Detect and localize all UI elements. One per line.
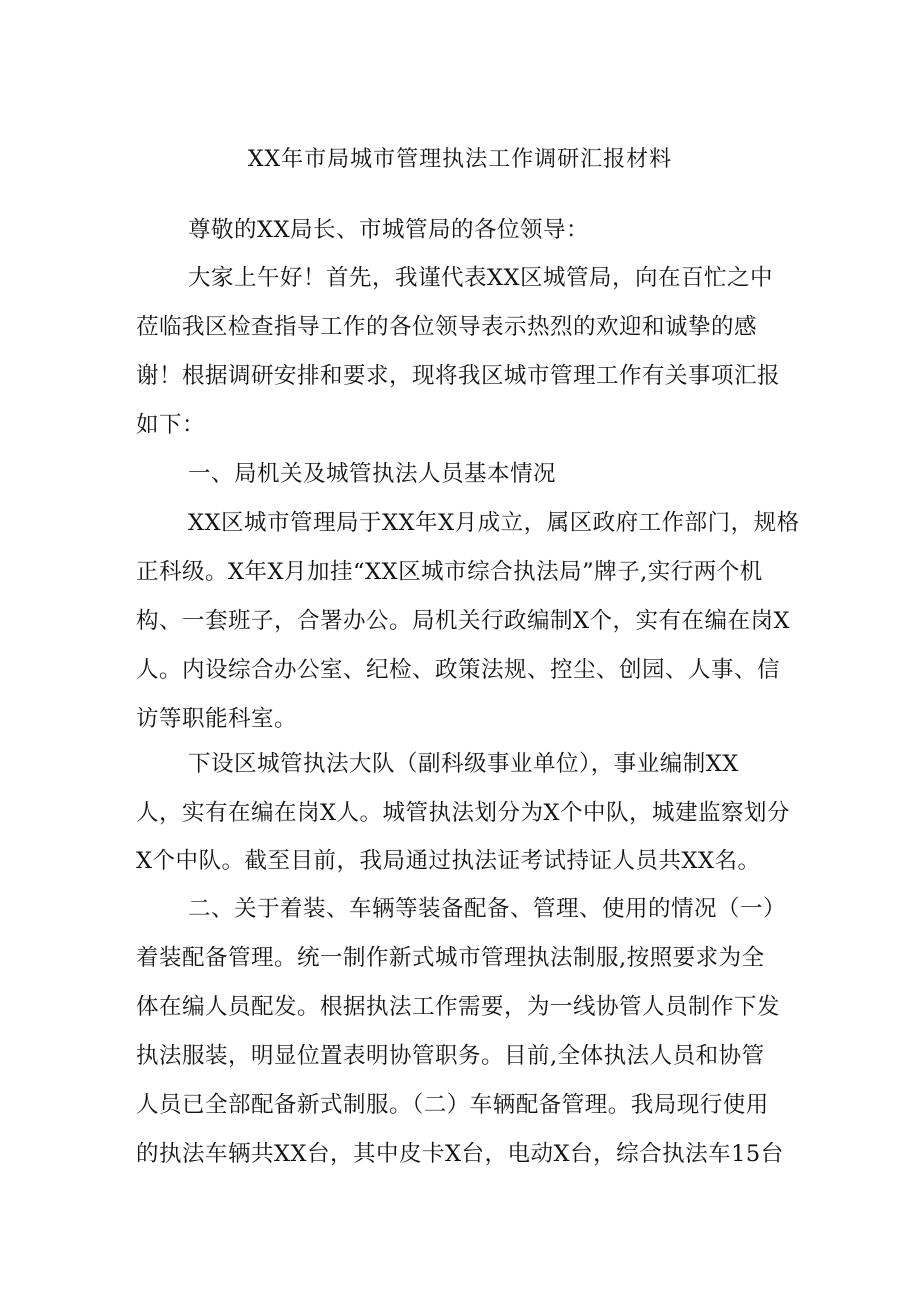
paragraph-line: XX区城市管理局于XX年X月成立，属区政府工作部门，规格 bbox=[188, 510, 800, 536]
paragraph-line: 人员已全部配备新式制服。（二）车辆配备管理。我局现行使用 bbox=[136, 1092, 769, 1118]
paragraph-line: 正科级。X年X月加挂“XX区城市综合执法局”牌子,实行两个机 bbox=[136, 559, 763, 585]
section-heading: 二、关于着装、车辆等装备配备、管理、使用的情况（一） bbox=[188, 896, 787, 922]
paragraph-line: 执法服装，明显位置表明协管职务。目前,全体执法人员和协管 bbox=[136, 1043, 765, 1069]
paragraph-line: 着装配备管理。统一制作新式城市管理执法制服,按照要求为全 bbox=[136, 945, 765, 971]
paragraph-line: 如下： bbox=[136, 412, 206, 438]
paragraph-line: 体在编人员配发。根据执法工作需要，为一线协管人员制作下发 bbox=[136, 994, 781, 1020]
paragraph-line: 访等职能科室。 bbox=[136, 706, 298, 732]
paragraph-line: 人。内设综合办公室、纪检、政策法规、控尘、创园、人事、信 bbox=[136, 657, 781, 683]
paragraph-line: 谢！根据调研安排和要求，现将我区城市管理工作有关事项汇报 bbox=[136, 363, 781, 389]
paragraph-line: 构、一套班子，合署办公。局机关行政编制X个，实有在编在岗X bbox=[136, 608, 791, 634]
section-heading: 一、局机关及城管执法人员基本情况 bbox=[188, 461, 557, 487]
paragraph-line: 莅临我区检查指导工作的各位领导表示热烈的欢迎和诚挚的感 bbox=[136, 314, 758, 340]
paragraph-line: 大家上午好！首先，我谨代表XX区城管局，向在百忙之中 bbox=[188, 265, 774, 291]
paragraph-line: 的执法车辆共XX台，其中皮卡X台，电动X台，综合执法车15台 bbox=[136, 1141, 784, 1167]
salutation: 尊敬的XX局长、市城管局的各位领导： bbox=[188, 217, 590, 243]
paragraph-line: 下设区城管执法大队（副科级事业单位），事业编制XX bbox=[188, 751, 739, 777]
paragraph-line: X个中队。截至目前，我局通过执法证考试持证人员共XX名。 bbox=[136, 848, 761, 874]
paragraph-line: 人，实有在编在岗X人。城管执法划分为X个中队，城建监察划分 bbox=[136, 800, 791, 826]
document-title: XX年市局城市管理执法工作调研汇报材料 bbox=[247, 147, 673, 172]
